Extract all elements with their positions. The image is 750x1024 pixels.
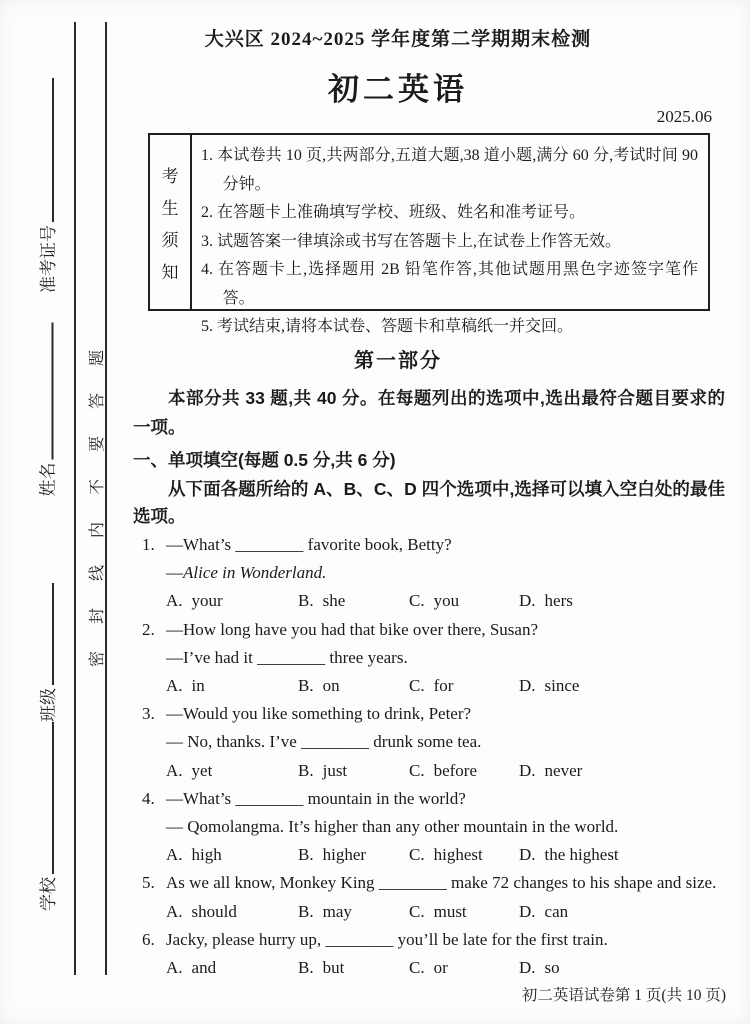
question-list [133,531,725,982]
option [166,841,298,869]
candidate-notice-label [150,135,192,309]
option-text: the highest [544,845,619,865]
question-number: 2. [142,619,155,639]
question-line: — No, thanks. I’ve ________ drunk some tea. [166,732,482,752]
question [133,700,725,785]
option-text: high [191,845,222,865]
part-one-intro: 本部分共 33 题,共 40 分。在每题列出的选项中,选出最符合题目要求的一项。 [133,388,725,437]
option [409,757,519,785]
option-text: never [544,760,583,780]
option-text: can [544,901,569,921]
exam-date: 2025.06 [656,107,712,126]
question-line: —Alice in Wonderland. [166,563,327,583]
option [298,898,409,926]
option [298,587,409,615]
option-key: A. [166,676,183,696]
class-field [36,580,60,722]
option-key: A. [166,845,183,865]
option [166,954,298,982]
option-text: but [322,958,345,978]
option [166,757,298,785]
option-key: C. [409,760,425,780]
option-key: A. [166,958,183,978]
question-line: —Would you like something to drink, Peter? [166,704,472,724]
option-key: B. [298,676,314,696]
option-key: C. [409,958,425,978]
option-text: in [191,676,205,696]
option-text: your [191,591,223,611]
option-text: just [322,760,348,780]
section-one-instructions: 从下面各题所给的 A、B、C、D 四个选项中,选择可以填入空白处的最佳选项。 [133,479,725,526]
notice-item: 1. 本试卷共 10 页,共两部分,五道大题,38 道小题,满分 60 分,考试时间 90 分钟。 [201,147,698,193]
option [409,898,519,926]
option-key: B. [298,958,314,978]
option [519,898,725,926]
school-label: 学校 [39,877,58,911]
options-row [166,841,725,869]
question-number: 6. [142,929,155,949]
section-one-heading: 一、单项填空(每题 0.5 分,共 6 分) [133,450,396,470]
question-number: 5. [142,873,155,893]
option-text: must [433,901,467,921]
option [298,841,409,869]
option-key: C. [409,591,425,611]
question-line: —What’s ________ favorite book, Betty? [166,535,452,554]
candidate-notice-label-char: 须 [161,230,179,250]
option-text: so [544,958,560,978]
candidate-notice-label-char: 生 [161,198,179,218]
option [166,672,298,700]
option-text: yet [191,760,213,780]
question-line: As we all know, Monkey King ________ make 72 changes to his shape and size. [166,873,717,893]
candidate-notice-label-char: 知 [161,262,179,282]
page-number-label: 初二英语试卷第 1 页(共 10 页) [521,987,726,1004]
option-text: you [433,591,460,611]
options-row [166,757,725,785]
option-text: on [322,676,340,696]
candidate-number-label: 准考证号 [39,225,58,293]
option [519,757,725,785]
option [519,954,725,982]
notice-item: 3. 试题答案一律填涂或书写在答题卡上,在试卷上作答无效。 [201,232,622,250]
option [409,587,519,615]
option-key: B. [298,845,314,865]
option [519,672,725,700]
question-line: —I’ve had it ________ three years. [166,647,408,667]
class-blank [36,583,54,685]
candidate-notice-label-char: 考 [161,166,179,186]
option-text: higher [322,845,367,865]
school-blank [36,722,54,874]
option-text: should [191,901,237,921]
name-blank [36,323,54,460]
option [519,587,725,615]
question [133,616,725,701]
option-text: she [322,591,346,611]
question [133,785,725,870]
exam-session-title: 大兴区 2024~2025 学年度第二学期期末检测 [204,29,592,50]
option-key: D. [519,676,536,696]
option [166,587,298,615]
notice-item: 2. 在答题卡上准确填写学校、班级、姓名和准考证号。 [201,204,586,221]
option-text: highest [433,845,483,865]
option-key: C. [409,845,425,865]
question-line: —How long have you had that bike over there, Susan? [166,619,539,639]
option-key: B. [298,901,314,921]
candidate-number-field [36,75,60,293]
class-label: 班级 [39,688,58,722]
question-line: —What’s ________ mountain in the world? [166,788,466,808]
options-row [166,672,725,700]
name-label: 姓名 [38,462,58,497]
option-key: D. [519,760,536,780]
options-row [166,898,725,926]
option [409,672,519,700]
notice-item: 5. 考试结束,请将本试卷、答题卡和草稿纸一并交回。 [201,318,574,335]
option-key: B. [298,760,314,780]
option [298,757,409,785]
question [133,869,725,925]
option-key: D. [519,958,536,978]
part-one-heading: 第一部分 [354,350,442,372]
question-line: Jacky, please hurry up, ________ you’ll be late for the first train. [166,929,608,949]
candidate-number-blank [36,78,54,222]
options-row [166,587,725,615]
option-text: and [191,958,217,978]
option-key: A. [166,760,183,780]
option-key: A. [166,591,183,611]
option [298,672,409,700]
option-text: or [433,958,448,978]
option-key: D. [519,591,536,611]
option [409,841,519,869]
option-text: may [322,901,352,921]
option-text: for [433,676,454,696]
question-number: 3. [142,704,155,724]
option-text: since [544,676,580,696]
options-row [166,954,725,982]
seal-margin-text: 密封线内不要答题 [89,322,106,667]
option-key: D. [519,901,536,921]
option-key: C. [409,676,425,696]
candidate-notice-box [148,133,710,335]
option-key: A. [166,901,183,921]
option [409,954,519,982]
option [519,841,725,869]
notice-item: 4. 在答题卡上,选择题用 2B 铅笔作答,其他试题用黑色字迹签字笔作答。 [201,261,698,307]
option-key: D. [519,845,536,865]
name-field [36,320,60,497]
candidate-notice-list [192,135,708,335]
school-field [36,719,60,911]
option-text: hers [544,591,573,611]
question-number: 4. [142,788,155,808]
question [133,531,725,616]
option-text: before [433,760,478,780]
option [166,898,298,926]
page-title: 初二英语 [328,72,468,107]
option-key: B. [298,591,314,611]
question-line: — Qomolangma. It’s higher than any other mountain in the world. [166,817,619,837]
question [133,926,725,982]
question-number: 1. [142,535,155,554]
seal-boundary-line-left [74,22,76,975]
option-key: C. [409,901,425,921]
option [298,954,409,982]
